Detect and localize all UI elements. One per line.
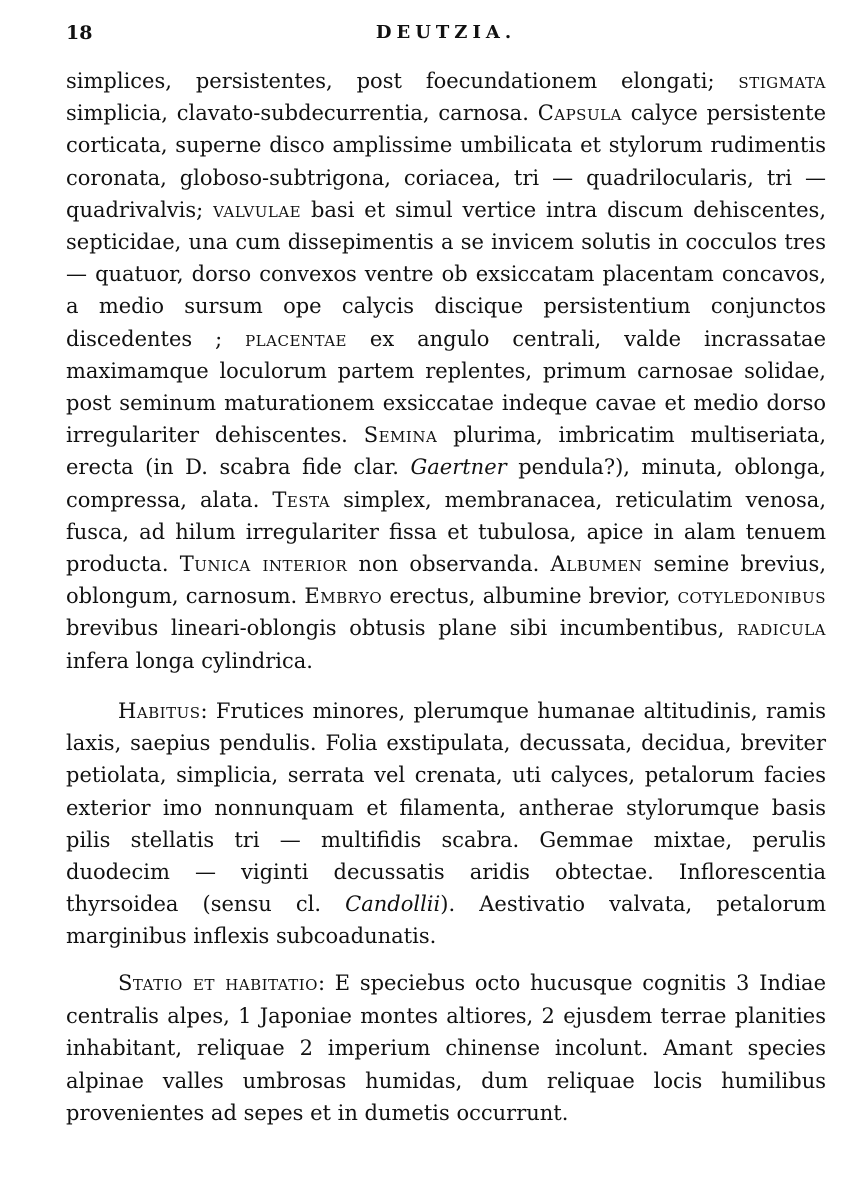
paragraph1-run: calyce persistente corticata, superne disco amplissime umbilicata et stylorum rudimentis coronata, globoso-subtrigona, coriacea, tri — quadrilocularis, tri — quadrivalvis; — [66, 101, 827, 222]
paragraph1-run: pendula?), minuta, oblonga, compressa, alata. — [66, 455, 826, 512]
paragraph1-run: non observanda. — [347, 552, 551, 577]
paragraph2-run: : Frutices minores, plerumque humanae altitudinis, ramis laxis, saepius pendulis. Folia exstipulata, decussata, decidua, breviter petiolata, simplicia, serrata vel crenata, uti calyces, petalorum facies exterior imo nonnunquam et filamenta, antherae stylorumque basis pilis stellatis tri — multifidis scabra. Gemmae mixtae, perulis duodecim — viginti decussatis aridis obtectae. Inflorescentia thyrsoidea (sensu cl. — [66, 699, 826, 917]
paragraph2-run: Candollii — [345, 892, 441, 917]
paragraph3-run: : E speciebus octo hucusque cognitis 3 Indiae centralis alpes, 1 Japoniae montes altiores, 2 ejusdem terrae planities inhabitant, reliquae 2 imperium chinense incolunt. Amant species alpinae valles umbrosas humidas, dum reliquae locis humilibus provenientes ad sepes et in dumetis occurrunt. — [66, 971, 826, 1125]
paragraph1-run: simplicia, clavato-subdecurrentia, carnosa. — [66, 101, 538, 126]
paragraph-habitus — [66, 695, 826, 953]
paragraph-statio — [66, 967, 826, 1130]
paragraph1-run: cotyledonibus — [677, 584, 826, 609]
paragraph1-run: erectus, albumine brevior, — [382, 584, 678, 609]
paragraph1-run: ex angulo centrali, valde incrassatae maximamque loculorum partem replentes, primum carnosae solidae, post seminum maturationem exsiccatae indeque cavae et medio dorso irregulariter dehiscentes. — [66, 326, 826, 448]
paragraph1-run: infera longa cylindrica. — [66, 648, 313, 673]
running-title: DEUTZIA. — [375, 22, 517, 43]
paragraph1-run: Albumen — [550, 552, 643, 577]
paragraph1-run: placentae — [245, 326, 347, 351]
paragraph1-run: simplices, persistentes, post foecundationem elongati; — [66, 69, 739, 93]
paragraph1-run: Embryo — [304, 584, 383, 609]
paragraph-description — [66, 65, 826, 677]
paragraph3-run: Statio et habitatio — [118, 971, 318, 995]
paragraph1-run: valvulae — [213, 197, 302, 222]
paragraph2-run: ). Aestivatio valvata, petalorum marginibus inflexis subcoadunatis. — [66, 892, 827, 949]
page-header — [66, 22, 826, 50]
paragraph1-run: simplex, membranacea, reticulatim venosa, fusca, ad hilum irregulariter fissa et tubulosa, apice in alam tenuem producta. — [66, 487, 827, 577]
paragraph1-run: Tunica interior — [179, 552, 348, 577]
paragraph1-run: Testa — [272, 487, 331, 512]
page-number: 18 — [66, 22, 93, 44]
paragraph1-run: Capsula — [537, 101, 622, 126]
paragraph1-run: basi et simul vertice intra discum dehiscentes, septicidae, una cum dissepimentis a se invicem solutis in cocculos tres — quatuor, dorso convexos ventre ob exsiccatam placentam concavos, a medio sursum ope calycis discique persistentium conjunctos discedentes ; — [66, 197, 826, 351]
paragraph1-run: stigmata — [738, 69, 826, 93]
paragraph1-run: brevibus lineari-oblongis obtusis plane sibi incumbentibus, — [66, 616, 737, 641]
paragraph1-run: semine brevius, oblongum, carnosum. — [66, 552, 826, 609]
paragraph1-run: Semina — [363, 423, 438, 448]
paragraph2-run: Habitus — [118, 699, 201, 723]
paragraph1-run: Gaertner — [410, 455, 507, 480]
paragraph1-run: radicula — [737, 616, 826, 641]
paragraph1-run: plurima, imbricatim multiseriata, erecta (in D. scabra fide clar. — [66, 423, 826, 480]
